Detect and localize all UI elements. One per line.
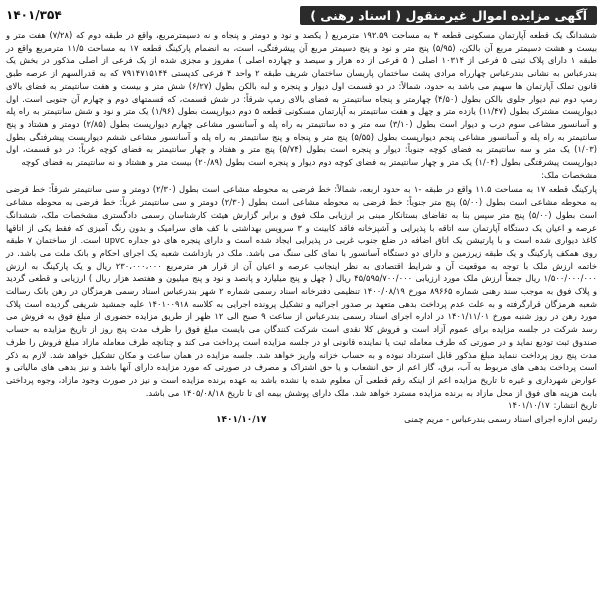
publish-date-line [6, 399, 597, 412]
signatory: رئیس اداره اجرای اسناد رسمی بندرعباس - مریم چمنی [404, 414, 597, 425]
notice-title: آگهی مزایده اموال غیرمنقول ( اسناد رهنی ) [300, 6, 597, 25]
reference-number: ۱۴۰۱/۳۵۴ [6, 8, 62, 22]
publish-date: ۱۴۰۱/۱۰/۱۷ [507, 400, 550, 411]
property-description-paragraph [6, 29, 597, 181]
publish-date-label: تاریخ انتشار: [553, 400, 597, 411]
signature-line [6, 413, 597, 427]
property-description: ششدانگ یک قطعه آپارتمان مسکونی قطعه ۴ به مساحت ۱۹۲.۵۹ مترمربع ( یکصد و نود و دومتر و پنجاه و نه دسیمترمربع، واقع در طبقه دوم که (۷/۲۸) هفت متر و بیست و هشت دسیمتر مربع آن بالکن، (۵/۹۵) پنج متر و نود و پنج دسیمتر مربع آن پیشرفتگی، است، به انضمام پارکینگ قطعه ۱۷ به مساحت ۱۱/۵ مترمربع واقع در طبقه ۱ دارای پلاک ثبتی ۵ فرعی از ۱۰۳۱۴ اصلی ( ۵ فرعی از ده هزار و سیصد و چهارده اصلی ) مفروز و مجزی شده از یک فرعی از اصلی مذکور در بخش یک بندرعباس به نشانی بندرعباس چهارراه مرادی پشت ساختمان پاریسان ساختمان شریف طبقه ۲ واحد ۴ فرعی کدپستی ۷۹۱۴۷۱۵۱۴۴ که به قدرالسهم از عرصه طبق قانون تملک آپارتمان ها سهیم می باشد به حدود، شمالاً: در دو قسمت اول دیوار و پنجره و لبه بالکن بطول (۶/۲۷) شش متر و بیست و هفت سانتیمتر به فضای بالای رمپ دوم نیم دیوار جلوی بالکن بطول (۴/۵۰) چهارمتر و پنجاه سانتیمتر به فضای بالای رمپ شرقاً: در شش قسمت، که قسمتهای دوم و چهارم آن جنوبی است. اول دیوارپست مشترک بطول (۱۱/۴۷) یازده متر و چهل و هفت سانتیمتر به آپارتمان مسکونی قطعه ۵ دوم دیوارپست بطول (۱/۹۶) یک متر و نود و شش سانتیمتر به راه پله و آسانسور مشاعی سوم درب و دیوار است بطول (۳/۱۰) سه متر و ده سانتیمتر به راه پله و آسانسور مشاعی چهارم دیوارپست بطول (۲/۸۵) دومتر و هشتاد و پنج سانتیمتر به راه پله و آسانسور مشاعی پنجم دیوارپست بطول (۵/۵۵) پنج متر و پنجاه و پنج سانتیمتر به راه پله و آسانسور مشاعی ششم دیوارپست پیشرفتگی بطول (۱/۰۳) یک متر و سه سانتیمتر به فضای کوچه جنوباً: دیوار و پنجره است بطول (۵/۷۴) پنج متر و هفتاد و چهار سانتیمتر به فضای کوچه غرباً: در دو قسمت، اول دیوارپست پیشرفتگی بطول (۱/۰۴) یک متر و چهار سانتیمتر به فضای کوچه دوم دیوار و پنجره است بطول (۲۰/۸۹) بیست متر و هشتاد و نه سانتیمتر به فضای کوچه [6, 30, 598, 168]
property-specs-label: مشخصات ملک: [541, 169, 597, 180]
parking-and-auction-terms: پارکینگ قطعه ۱۷ به مساحت ۱۱.۵ واقع در طبقه -۱ به حدود اربعه، شمالاً: خط فرضی به محوطه مشاعی است بطول (۲/۳۰) دومتر و سی سانتیمتر شرقاً: خط فرضی به محوطه مشاعی است بطول (۵/۰۰) پنج متر جنوباً: خط فرضی به محوطه مشاعی است بطول (۲/۳۰) دومتر و سی سانتیمتر غرباً: خط فرضی به محوطه مشاعی است بطول (۵/۰۰) پنج متر سپس بنا به تقاضای بستانکار مبنی بر ارزیابی ملک فوق و برابر گزارش هیئت کارشناسان رسمی دادگستری مشخصات ملک، ششدانگ عرصه و اعیان یک دستگاه آپارتمان سه اتاقه با پذیرایی و آشپزخانه فاقد کابینت و ۳ سرویس بهداشتی با کف های سرامیک و بدون رنگ آمیزی که فقط یکی از اتاقها کاغذ دیواری شده است و با پارتیشن یک اتاق اضافه در ضلع جنوب غربی در پذیرایی ایجاد شده است و دارای پنجره های دو جداره upvc است. از ساختمان ۷ طبقه روی همکف پارکینگ و یک طبقه زیرزمین و دارای دو دستگاه آسانسور با نمای کلی سنگ می باشد. ملک در بازداشت شعبه یک اجرای احکام و بانک ملت می باشد. در خاتمه ارزش ملک با توجه به موقعیت آن و شرایط اقتصادی به نظر اینجانب عرصه و اعیان آن از قرار هر مترمربع ۲۳۰،۰۰۰،۰۰۰ ریال و یک پارکینگ به ارزش ۱/۵۰۰/۰۰۰/۰۰۰ ریال جمعاً ارزش ملک مورد ارزیابی ۴۵/۵۹۵/۷۰۰/۰۰۰ ریال ( چهل و پنج میلیارد و پانصد و نود و پنج میلیون و هفتصد هزار ریال ) ارزیابی و قطعی گردید و پلاک فوق به موجب سند رهنی شماره ۸۹۶۶۵ مورخ ۱۴۰۰/۰۸/۱۹ تنظیمی دفترخانه اسناد رسمی شماره ۲ شهر بندرعباس اسناد رسمی هرمزگان در رهن بانک رسالت شعبه هرمزگان قرارگرفته و به علت عدم پرداخت بدهی متعهد بر صدور اجرائیه و تشکیل پرونده اجرایی به کلاسه ۱۴۰۱۰۰۹۱۸ علیه جمشید شریفی گردیده است پلاک مورد رهن در روز شنبه مورخ ۱۴۰۱/۱۱/۰۱ در اداره اجرای اسناد رسمی بندرعباس از ساعت ۹ صبح الی ۱۲ ظهر از طریق مزایده حضوری از مبلغ فوق به فروش می رسد شرکت در جلسه مزایده برای عموم آزاد است و فروش کلا نقدی است شرکت کنندگان می بایست مبلغ فوق را ظرف مدت پنج روز از تاریخ مزایده به حساب صندوق ثبت تودیع نماید و در صورتی که طرف معامله ثبت یا نماینده قانونی او در جلسه مزایده است پرداخت می کند و چنانچه طرف معامله مازاد مبلغ فروش را ظرف مدت پنج روز پرداخت ننماید مبلغ مذکور قابل استرداد نبوده و به حساب خزانه واریز خواهد شد. جلسه مزایده در همان ساعت و مکان تشکیل خواهد شد. لازم به ذکر است پرداخت بدهی های مربوط به آب، برق، گاز اعم از حق انشعاب و یا حق اشتراک و مصرف در صورتی که مورد مزایده دارای آنها باشد و نیز بدهی های مالیاتی و عوارض شهرداری و غیره تا تاریخ مزایده اعم از اینکه رقم قطعی آن معلوم شده یا نشده باشد به عهده برنده مزایده است و نیز در صورت وجود مازاد، وجوه پرداختی بابت هزینه های فوق از محل مازاد به برنده مزایده مسترد خواهد شد. ملک دارای پوشش بیمه ای تا تاریخ ۱۴۰۵/۰۸/۱۸ می باشد. [6, 184, 598, 398]
notice-body [6, 29, 597, 399]
notice-footer [6, 399, 597, 426]
signature-date: ۱۴۰۱/۱۰/۱۷ [216, 415, 267, 426]
notice-header [6, 4, 597, 26]
